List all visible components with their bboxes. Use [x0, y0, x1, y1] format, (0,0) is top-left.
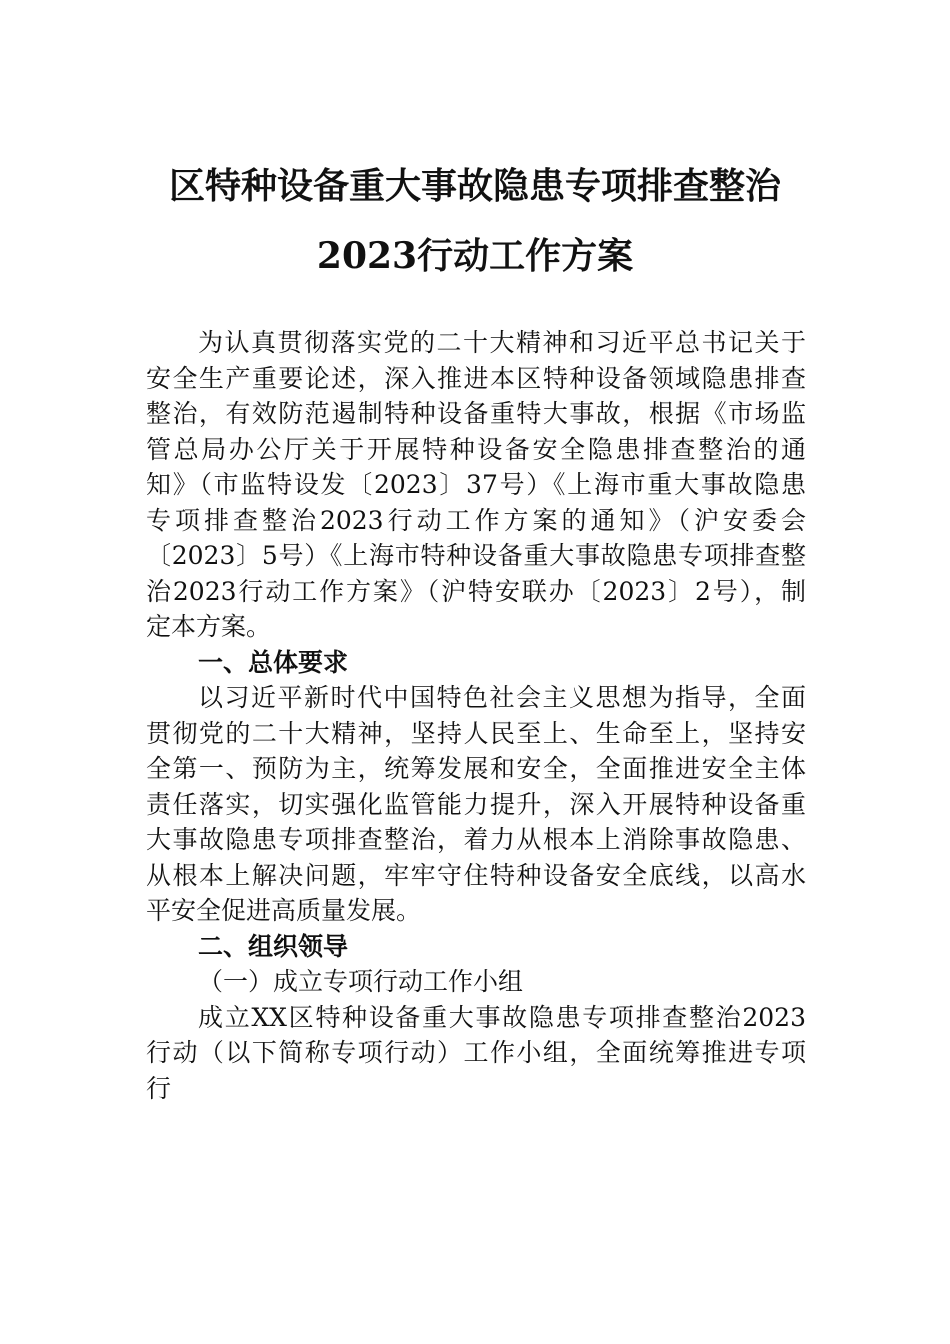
paragraph-line: 贯彻党的二十大精神，坚持人民至上、生命至上，坚持安	[146, 718, 806, 748]
paragraph-line: 以习近平新时代中国特色社会主义思想为指导，全面	[198, 683, 806, 712]
paragraph-line: 成立XX区特种设备重大事故隐患专项排查整治2023	[198, 1002, 806, 1032]
section-heading-general-requirements: 一、总体要求	[198, 647, 349, 677]
paragraph-line: 知》（市监特设发〔2023〕37号）《上海市重大事故隐患	[146, 470, 806, 499]
paragraph-line: 安全生产重要论述，深入推进本区特种设备领域隐患排查	[146, 363, 806, 393]
document-body	[146, 325, 806, 1106]
paragraph-line: 定本方案。	[146, 612, 272, 641]
document-title-line-2: 2023行动工作方案	[316, 235, 634, 277]
paragraph-line: 责任落实，切实强化监管能力提升，深入开展特种设备重	[146, 789, 806, 819]
document-title-line-1: 区特种设备重大事故隐患专项排查整治	[168, 165, 781, 207]
paragraph-line: 全第一、预防为主，统筹发展和安全，全面推进安全主体	[146, 754, 806, 783]
paragraph-line: 从根本上解决问题，牢牢守住特种设备安全底线，以高水	[146, 860, 806, 890]
paragraph-line: 管总局办公厅关于开展特种设备安全隐患排查整治的通	[146, 434, 806, 464]
paragraph-line: 行动（以下简称专项行动）工作小组，全面统筹推进专项	[146, 1038, 806, 1067]
working-group-paragraph	[146, 1000, 806, 1107]
paragraph-line: 为认真贯彻落实党的二十大精神和习近平总书记关于	[198, 328, 806, 357]
paragraph-line: 大事故隐患专项排查整治，着力从根本上消除事故隐患、	[146, 825, 806, 854]
intro-paragraph	[146, 325, 806, 645]
section-heading-organization: 二、组织领导	[198, 931, 349, 961]
paragraph-line: 专项排查整治2023行动工作方案的通知》（沪安委会	[146, 505, 806, 535]
subsection-heading-working-group: （一）成立专项行动工作小组	[198, 967, 524, 996]
paragraph-line: 整治，有效防范遏制特种设备重特大事故，根据《市场监	[146, 399, 806, 428]
general-requirements-paragraph	[146, 680, 806, 929]
paragraph-line: 治2023行动工作方案》（沪特安联办〔2023〕2号），制	[146, 576, 806, 606]
paragraph-line: 平安全促进高质量发展。	[146, 896, 422, 925]
paragraph-line: 行	[146, 1073, 172, 1103]
paragraph-line: 〔2023〕5号）《上海市特种设备重大事故隐患专项排查整	[146, 541, 806, 570]
